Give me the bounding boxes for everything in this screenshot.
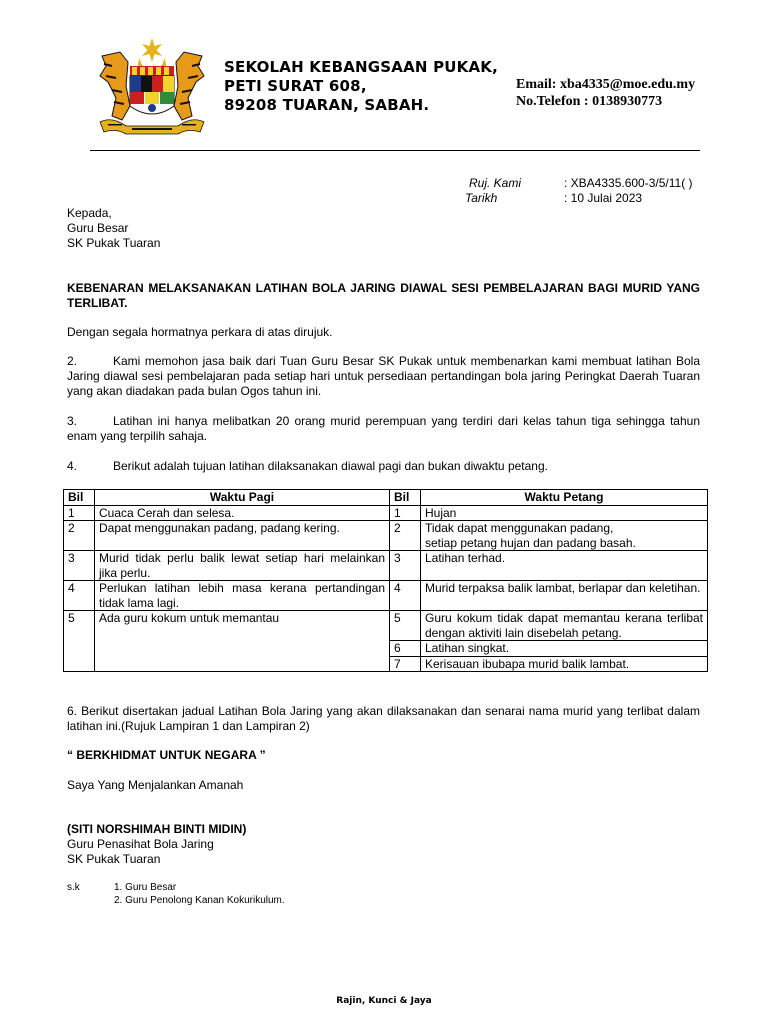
cell: 6: [390, 641, 421, 657]
sk-item: 2. Guru Penolong Kanan Kokurikulum.: [114, 895, 285, 906]
cell: Latihan singkat.: [421, 641, 708, 657]
tarikh-value: : 10 Julai 2023: [564, 191, 643, 205]
paragraph-6: 6. Berikut disertakan jadual Latihan Bola Jaring yang akan dilaksanakan dan senarai nama murid yang terlibat dalam latihan ini.(Rujuk Lampiran 1 dan Lampiran 2): [67, 704, 700, 733]
recipient-block: [67, 206, 700, 251]
header-bil: Bil: [64, 490, 95, 506]
cell: Murid tidak perlu balik lewat setiap hari melainkan jika perlu.: [95, 551, 390, 581]
cell: 2: [64, 521, 95, 551]
sk-label: s.k: [67, 882, 80, 893]
phone-text: No.Telefon : 0138930773: [516, 94, 663, 109]
closing-text: Saya Yang Menjalankan Amanah: [67, 778, 244, 792]
cell: 3: [64, 551, 95, 581]
paragraph-2: [67, 354, 700, 399]
school-name-line: SEKOLAH KEBANGSAAN PUKAK,: [224, 58, 498, 76]
paragraph-text: Kami memohon jasa baik dari Tuan Guru Besar SK Pukak untuk membenarkan kami membuat latihan Bola Jaring diawal sesi pembelajaran pada setiap hari untuk persediaan pertandingan bola jaring Peringkat Daerah Tuaran yang akan diadakan pada bulan Ogos tahun ini.: [67, 354, 700, 398]
paragraph-text: Latihan ini hanya melibatkan 20 orang murid perempuan yang terdiri dari kelas tahun tiga sehingga tahun enam yang terpilih sahaja.: [67, 414, 700, 443]
cell: 3: [390, 551, 421, 581]
paragraph-text: Berikut adalah tujuan latihan dilaksanakan diawal pagi dan bukan diwaktu petang.: [113, 459, 548, 473]
signatory-school: SK Pukak Tuaran: [67, 852, 161, 866]
header-bil: Bil: [390, 490, 421, 506]
table-row: [64, 581, 708, 611]
school-postcode-line: 89208 TUARAN, SABAH.: [224, 96, 430, 114]
cell: 4: [390, 581, 421, 611]
cell: Dapat menggunakan padang, padang kering.: [95, 521, 390, 551]
recipient-line: Guru Besar: [67, 221, 129, 235]
table-row: [64, 551, 708, 581]
footer-motto: Rajin, Kunci & Jaya: [336, 996, 432, 1006]
cell: Guru kokum tidak dapat memantau kerana terlibat dengan aktiviti lain disebelah petang.: [421, 611, 708, 641]
cell: 7: [390, 656, 421, 672]
cell: 4: [64, 581, 95, 611]
email-text: Email: xba4335@moe.edu.my: [516, 77, 696, 92]
reference-block: [0, 176, 768, 208]
greeting-text: Dengan segala hormatnya perkara di atas dirujuk.: [67, 325, 333, 339]
paragraph-number: 2.: [67, 354, 78, 368]
contact-block: [516, 76, 695, 110]
cell: Perlukan latihan lebih masa kerana pertandingan tidak lama lagi.: [95, 581, 390, 611]
cell: Tidak dapat menggunakan padang, setiap petang hujan dan padang basah.: [421, 521, 708, 551]
ruj-value: : XBA4335.600-3/5/11( ): [564, 176, 693, 190]
recipient-line: SK Pukak Tuaran: [67, 236, 161, 250]
malaysia-coat-of-arms: [92, 36, 212, 144]
cell: 5: [64, 611, 95, 672]
school-address: [224, 58, 498, 115]
cell: Ada guru kokum untuk memantau: [95, 611, 390, 672]
signatory-title: Guru Penasihat Bola Jaring: [67, 837, 214, 851]
comparison-table: [63, 489, 708, 672]
recipient-line: Kepada,: [67, 206, 112, 220]
sk-item: 1. Guru Besar: [114, 882, 177, 893]
cell: Hujan: [421, 505, 708, 521]
cell: Murid terpaksa balik lambat, berlapar dan keletihan.: [421, 581, 708, 611]
table-header-row: [64, 490, 708, 506]
header-waktu-pagi: Waktu Pagi: [95, 490, 390, 506]
paragraph-3: [67, 414, 700, 444]
cell: 1: [64, 505, 95, 521]
table-row: [64, 611, 708, 641]
table-row: [64, 505, 708, 521]
cell: 1: [390, 505, 421, 521]
cell: Kerisauan ibubapa murid balik lambat.: [421, 656, 708, 672]
letter-subject: KEBENARAN MELAKSANAKAN LATIHAN BOLA JARING DIAWAL SESI PEMBELAJARAN BAGI MURID YANG TERLIBAT.: [67, 281, 700, 310]
cell: 2: [390, 521, 421, 551]
header-divider: [90, 150, 700, 151]
table-row: [64, 521, 708, 551]
ruj-label: Ruj. Kami: [469, 176, 522, 190]
signature-block: [67, 822, 700, 867]
cell: Latihan terhad.: [421, 551, 708, 581]
crest-emblem-icon: [92, 36, 212, 144]
tarikh-label: Tarikh: [465, 191, 498, 205]
signatory-name: (SITI NORSHIMAH BINTI MIDIN): [67, 822, 247, 836]
sk-list: [114, 881, 285, 907]
paragraph-number: 3.: [67, 414, 78, 428]
paragraph-number: 4.: [67, 459, 78, 473]
cell: Cuaca Cerah dan selesa.: [95, 505, 390, 521]
header-waktu-petang: Waktu Petang: [421, 490, 708, 506]
school-pobox-line: PETI SURAT 608,: [224, 77, 367, 95]
slogan: “ BERKHIDMAT UNTUK NEGARA ”: [67, 748, 266, 762]
cell: 5: [390, 611, 421, 641]
paragraph-4: [67, 459, 700, 474]
